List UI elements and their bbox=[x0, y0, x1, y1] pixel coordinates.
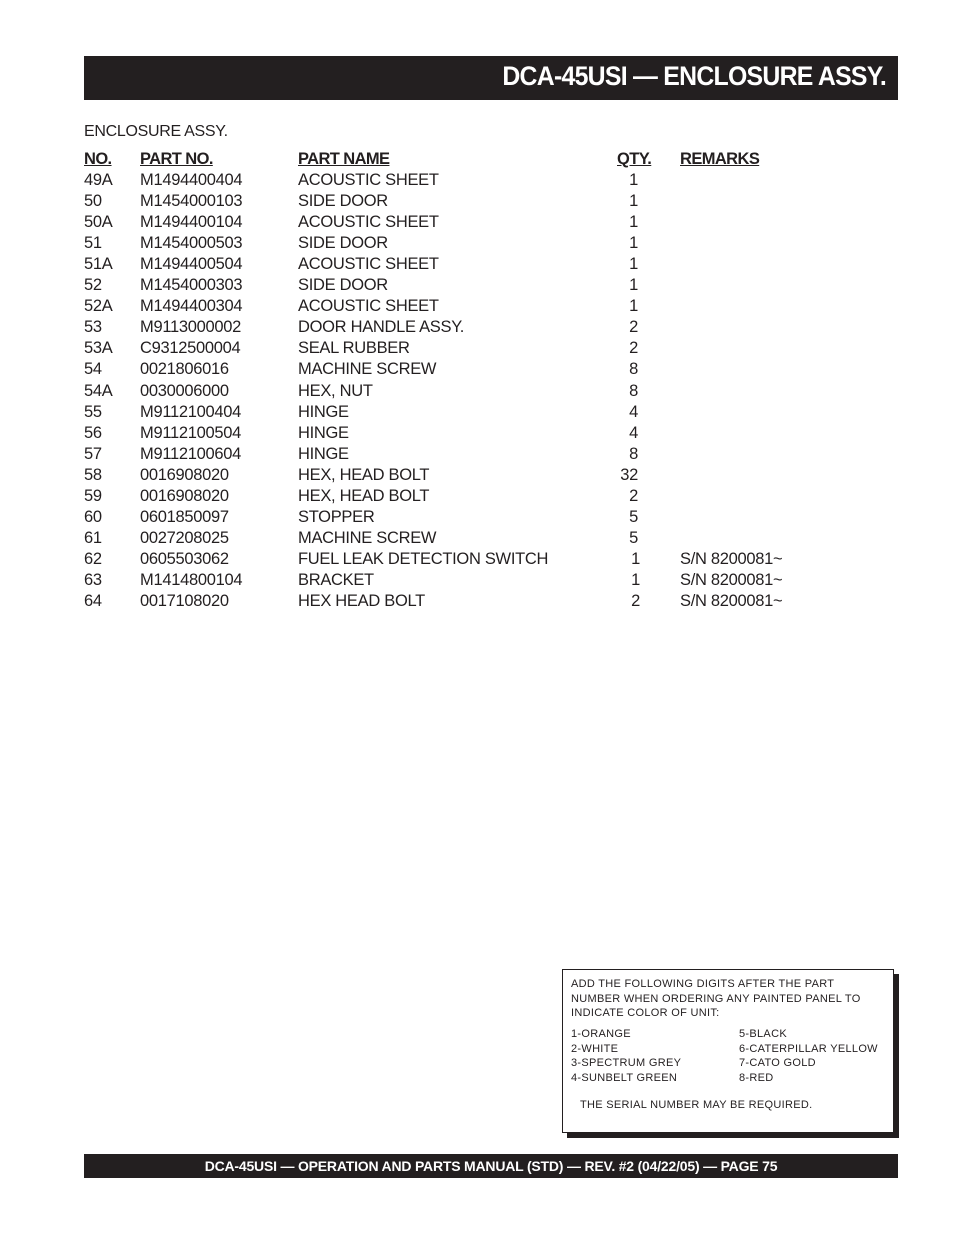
part-number: M1494400404 bbox=[140, 171, 243, 189]
part-number-index: 61 bbox=[84, 528, 102, 547]
page-title: DCA-45USI — ENCLOSURE ASSY. bbox=[502, 61, 886, 91]
part-name: HEX, HEAD BOLT bbox=[298, 486, 430, 505]
remarks: S/N 8200081~ bbox=[676, 571, 782, 590]
part-number-index: 51A bbox=[84, 255, 113, 274]
part-name: FUEL LEAK DETECTION SWITCH bbox=[298, 550, 552, 569]
part-number-index: 63 bbox=[84, 570, 102, 589]
part-name: SEAL RUBBER bbox=[298, 339, 410, 358]
part-number: M9112100404 bbox=[140, 402, 241, 421]
part-number-index: 58 bbox=[84, 465, 102, 484]
part-number-index: 54A bbox=[84, 381, 113, 400]
part-name: ACOUSTIC SHEET bbox=[298, 171, 439, 189]
part-name: ACOUSTIC SHEET bbox=[298, 213, 439, 232]
part-number-index: 54 bbox=[84, 360, 102, 379]
color-code: 2-WHITE bbox=[571, 1042, 619, 1055]
quantity: 8 bbox=[629, 444, 638, 463]
part-number: 0016908020 bbox=[140, 465, 229, 484]
part-number-index: 53A bbox=[84, 339, 113, 358]
quantity: 4 bbox=[629, 423, 638, 442]
footer-text: DCA-45USI — OPERATION AND PARTS MANUAL (STD) — REV. #2 (04/22/05) — PAGE 75 bbox=[204, 1158, 778, 1174]
part-name: ACOUSTIC SHEET bbox=[298, 297, 439, 316]
header-part-no: PART NO. bbox=[140, 150, 213, 168]
part-number: 0027208025 bbox=[140, 528, 229, 547]
part-number-index: 49A bbox=[84, 171, 113, 189]
quantity: 1 bbox=[629, 297, 638, 316]
title-bar bbox=[84, 56, 898, 100]
part-number: M9112100604 bbox=[140, 444, 241, 463]
part-number: M1494400104 bbox=[140, 213, 243, 232]
part-number-index: 52 bbox=[84, 276, 102, 295]
remarks: S/N 8200081~ bbox=[676, 592, 782, 611]
part-number: M1454000103 bbox=[140, 192, 243, 211]
part-number: M1454000503 bbox=[140, 234, 243, 253]
quantity: 2 bbox=[629, 486, 638, 505]
part-number-index: 55 bbox=[84, 402, 102, 421]
quantity: 1 bbox=[629, 234, 638, 253]
part-name: HEX, NUT bbox=[298, 381, 373, 400]
part-name: DOOR HANDLE ASSY. bbox=[298, 318, 465, 337]
remarks: S/N 8200081~ bbox=[676, 550, 782, 569]
part-number-index: 50 bbox=[84, 192, 102, 211]
part-number-index: 51 bbox=[84, 234, 102, 253]
color-codes-right bbox=[739, 1027, 878, 1085]
part-number-index: 56 bbox=[84, 423, 102, 442]
part-number-index: 59 bbox=[84, 486, 102, 505]
note-intro: ADD THE FOLLOWING DIGITS AFTER THE PART NUMBER WHEN ORDERING ANY PAINTED PANEL TO INDICATE COLOR OF UNIT: bbox=[571, 978, 861, 1019]
part-number: 0021806016 bbox=[140, 360, 229, 379]
part-number: M1414800104 bbox=[140, 570, 243, 589]
quantity: 2 bbox=[610, 592, 642, 611]
header-remarks: REMARKS bbox=[680, 150, 760, 168]
part-number-index: 60 bbox=[84, 507, 102, 526]
color-codes-left bbox=[571, 1027, 681, 1085]
part-name: STOPPER bbox=[298, 507, 375, 526]
header-qty: QTY. bbox=[617, 150, 652, 168]
part-number: M9113000002 bbox=[140, 318, 241, 337]
color-code: 8-RED bbox=[739, 1071, 774, 1084]
color-code: 5-BLACK bbox=[739, 1028, 787, 1040]
part-name: HINGE bbox=[298, 423, 349, 442]
part-name: HINGE bbox=[298, 402, 349, 421]
part-name: MACHINE SCREW bbox=[298, 360, 437, 379]
part-number: 0017108020 bbox=[140, 592, 229, 610]
quantity: 5 bbox=[629, 528, 638, 547]
color-code: 6-CATERPILLAR YELLOW bbox=[739, 1042, 878, 1055]
part-name: HEX HEAD BOLT bbox=[298, 592, 429, 611]
quantity: 4 bbox=[629, 402, 638, 421]
quantity: 1 bbox=[610, 550, 642, 569]
quantity: 1 bbox=[629, 213, 638, 232]
part-name: HEX, HEAD BOLT bbox=[298, 465, 430, 484]
part-number: 0016908020 bbox=[140, 486, 229, 505]
quantity: 1 bbox=[610, 571, 642, 590]
color-code: 4-SUNBELT GREEN bbox=[571, 1071, 678, 1084]
quantity: 1 bbox=[629, 276, 638, 295]
part-number: M1494400504 bbox=[140, 255, 243, 274]
quantity: 1 bbox=[629, 255, 638, 274]
part-number-index: 50A bbox=[84, 213, 113, 232]
part-number: 0601850097 bbox=[140, 507, 229, 526]
serial-note: THE SERIAL NUMBER MAY BE REQUIRED. bbox=[580, 1099, 813, 1111]
paint-color-note bbox=[562, 969, 894, 1133]
quantity: 2 bbox=[629, 318, 638, 337]
part-number-index: 53 bbox=[84, 318, 102, 337]
quantity: 32 bbox=[620, 465, 638, 484]
part-number: 0030006000 bbox=[140, 381, 229, 400]
part-name: SIDE DOOR bbox=[298, 192, 388, 211]
part-number: C9312500004 bbox=[140, 339, 241, 358]
part-number-index: 64 bbox=[84, 592, 102, 610]
part-number: M1494400304 bbox=[140, 297, 243, 316]
color-code: 1-ORANGE bbox=[571, 1028, 631, 1040]
part-number: M1454000303 bbox=[140, 276, 243, 295]
section-label: ENCLOSURE ASSY. bbox=[84, 123, 228, 140]
quantity: 1 bbox=[629, 192, 638, 211]
quantity: 8 bbox=[629, 360, 638, 379]
color-code: 3-SPECTRUM GREY bbox=[571, 1057, 682, 1069]
part-number-index: 52A bbox=[84, 297, 113, 316]
header-no: NO. bbox=[84, 150, 112, 168]
quantity: 8 bbox=[629, 381, 638, 400]
part-number-index: 62 bbox=[84, 549, 102, 568]
quantity: 2 bbox=[629, 339, 638, 358]
part-name: ACOUSTIC SHEET bbox=[298, 255, 439, 274]
footer-bar bbox=[84, 1154, 898, 1178]
part-name: SIDE DOOR bbox=[298, 234, 388, 253]
part-name: BRACKET bbox=[298, 571, 378, 590]
part-name: MACHINE SCREW bbox=[298, 528, 437, 547]
color-code: 7-CATO GOLD bbox=[739, 1057, 816, 1069]
quantity: 1 bbox=[629, 171, 638, 189]
header-part-name: PART NAME bbox=[298, 150, 390, 168]
part-name: HINGE bbox=[298, 444, 349, 463]
part-number: 0605503062 bbox=[140, 549, 229, 568]
part-name: SIDE DOOR bbox=[298, 276, 388, 295]
quantity: 5 bbox=[629, 507, 638, 526]
part-number: M9112100504 bbox=[140, 423, 241, 442]
part-number-index: 57 bbox=[84, 444, 102, 463]
